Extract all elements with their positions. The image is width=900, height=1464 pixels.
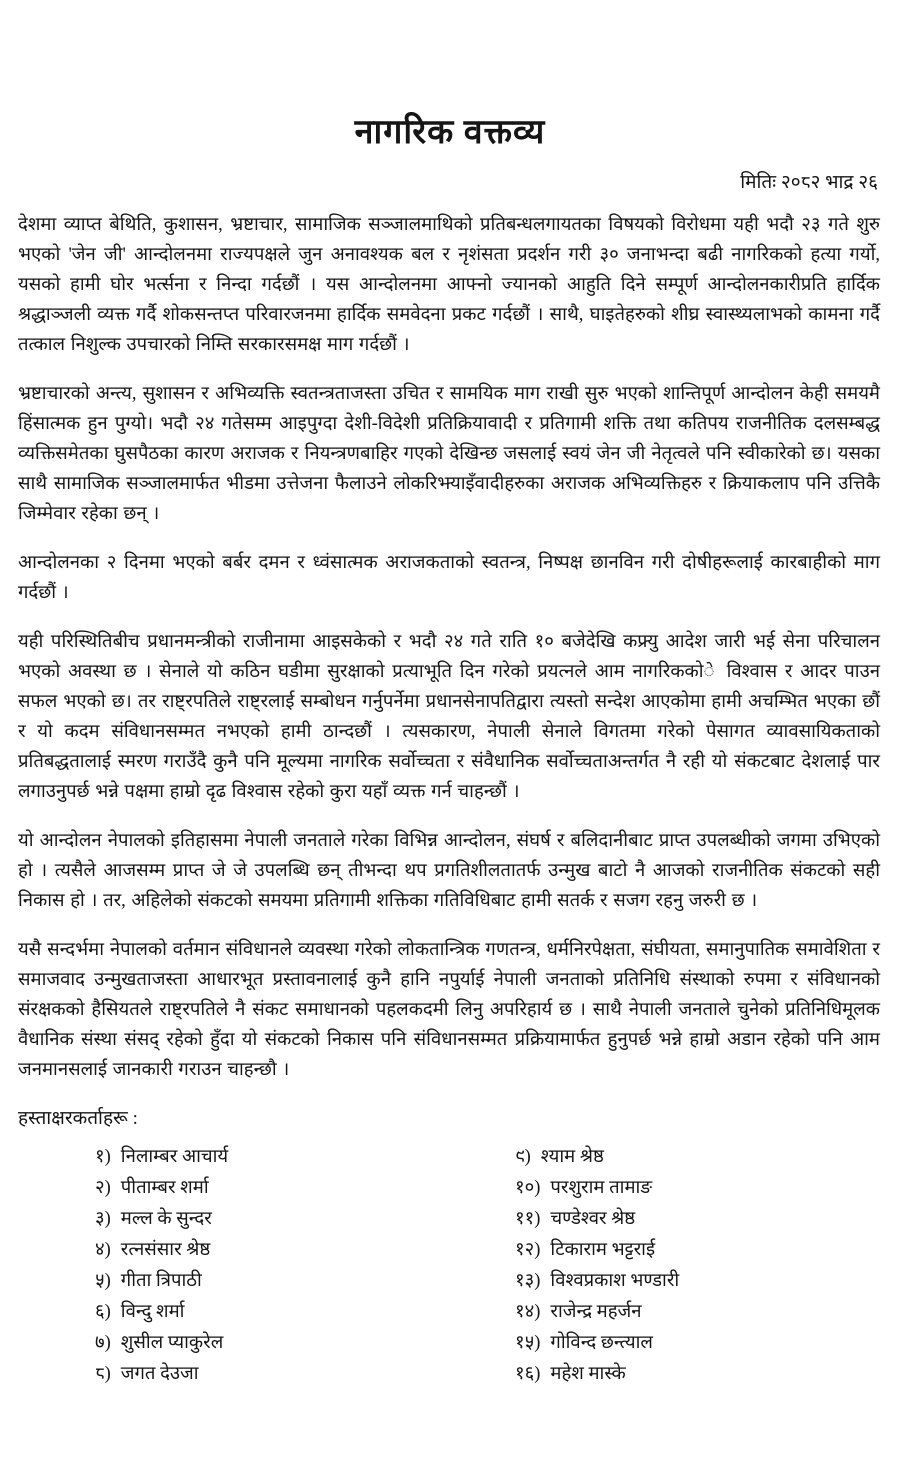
signatory-item bbox=[515, 1173, 880, 1204]
signatory-name: विश्वप्रकाश भण्डारी bbox=[550, 1271, 680, 1291]
paragraph: आन्दोलनका २ दिनमा भएको बर्बर दमन र ध्वंसात्मक अराजकताको स्वतन्त्र, निष्पक्ष छानविन गरी दोषीहरूलाई कारबाहीको माग गर्दछौं । bbox=[18, 553, 880, 603]
date-line: मितिः २०८२ भाद्र २६ bbox=[740, 172, 878, 193]
signatories-columns bbox=[18, 1142, 880, 1390]
signatory-name: शुसील प्याकुरेल bbox=[120, 1333, 224, 1353]
signatory-number: १४) bbox=[515, 1302, 541, 1322]
signatory-item bbox=[515, 1328, 880, 1359]
signatory-number: ११) bbox=[515, 1209, 541, 1229]
signatories-left-column bbox=[18, 1142, 515, 1390]
signatory-number: ३) bbox=[95, 1209, 111, 1229]
signatory-item bbox=[515, 1359, 880, 1390]
statement-body bbox=[18, 210, 880, 1085]
signatory-name: रत्नसंसार श्रेष्ठ bbox=[120, 1240, 211, 1260]
signatories-section bbox=[18, 1104, 880, 1390]
signatory-item bbox=[95, 1328, 515, 1359]
signatory-name: पीताम्बर शर्मा bbox=[120, 1178, 209, 1198]
signatory-number: १५) bbox=[515, 1333, 541, 1353]
signatory-name: गोविन्द छन्त्याल bbox=[550, 1333, 653, 1353]
signatory-number: १०) bbox=[515, 1178, 541, 1198]
signatory-item bbox=[515, 1142, 880, 1173]
paragraph: यसै सन्दर्भमा नेपालको वर्तमान संविधानले व्यवस्था गरेको लोकतान्त्रिक गणतन्त्र, धर्मनिरपेक्षता, संघीयता, समानुपातिक समावेशिता र समाजवाद उन्मुखताजस्ता आधारभूत प्रस्तावनालाई कुनै हानि नपुर्याई नेपाली जनताको प्रतिनिधि संस्थाको रुपमा र संविधानको संरक्षकको हैसियतले राष्ट्रपतिले नै संकट समाधानको पहलकदमी लिनु अपरिहार्य छ । साथै नेपाली जनताले चुनेको प्रतिनिधिमूलक वैधानिक संस्था संसद् रहेको हुँदा यो संकटको निकास पनि संविधानसम्मत प्रक्रियामार्फत हुनुपर्छ भन्ने हाम्रो अडान रहेको पनि आम जनमानसलाई जानकारी गराउन चाहन्छौ । bbox=[18, 940, 880, 1080]
signatory-number: १३) bbox=[515, 1271, 541, 1291]
signatory-name: टिकाराम भट्टराई bbox=[550, 1240, 656, 1260]
document-title: नागरिक वक्तव्य bbox=[354, 114, 546, 151]
signatory-item bbox=[95, 1142, 515, 1173]
signatory-name: राजेन्द्र महर्जन bbox=[550, 1302, 642, 1322]
signatory-item bbox=[515, 1266, 880, 1297]
signatory-item bbox=[515, 1297, 880, 1328]
signatory-name: महेश मास्के bbox=[550, 1364, 626, 1384]
paragraph: यो आन्दोलन नेपालको इतिहासमा नेपाली जनताले गरेका विभिन्न आन्दोलन, संघर्ष र बलिदानीबाट प्राप्त उपलब्धीको जगमा उभिएको हो । त्यसैले आजसम्म प्राप्त जे जे उपलब्धि छन् तीभन्दा थप प्रगतिशीलतातर्फ उन्मुख बाटो नै आजको राजनीतिक संकटको सही निकास हो । तर, अहिलेको संकटको समयमा प्रतिगामी शक्तिका गतिविधिबाट हामी सतर्क र सजग रहनु जरुरी छ । bbox=[18, 831, 880, 911]
signatory-item bbox=[95, 1173, 515, 1204]
signatory-number: ४) bbox=[95, 1240, 111, 1260]
signatory-name: श्याम श्रेष्ठ bbox=[540, 1147, 604, 1167]
signatory-item bbox=[95, 1266, 515, 1297]
signatories-heading: हस्ताक्षरकर्ताहरू : bbox=[18, 1108, 138, 1129]
signatory-number: ६) bbox=[95, 1302, 111, 1322]
signatory-name: जगत देउजा bbox=[120, 1364, 199, 1384]
paragraph: देशमा व्याप्त बेथिति, कुशासन, भ्रष्टाचार, सामाजिक सञ्जालमाथिको प्रतिबन्धलगायतका विषयको विरोधमा यही भदौ २३ गते शुरु भएको 'जेन जी' आन्दोलनमा राज्यपक्षले जुन अनावश्यक बल र नृशंसता प्रदर्शन गरी ३० जनाभन्दा बढी नागरिकको हत्या गर्यो, यसको हामी घोर भर्त्सना र निन्दा गर्दछौं । यस आन्दोलनमा आफ्नो ज्यानको आहुति दिने सम्पूर्ण आन्दोलनकारीप्रति हार्दिक श्रद्धाञ्जली व्यक्त गर्दै शोकसन्तप्त परिवारजनमा हार्दिक समवेदना प्रकट गर्दछौं । साथै, घाइतेहरुको शीघ्र स्वास्थ्यलाभको कामना गर्दै तत्काल निशुल्क उपचारको निम्ति सरकारसमक्ष माग गर्दछौं । bbox=[18, 215, 880, 355]
signatory-name: चण्डेश्वर श्रेष्ठ bbox=[550, 1209, 636, 1229]
signatory-number: ८) bbox=[95, 1364, 111, 1384]
paragraph: यही परिस्थितिबीच प्रधानमन्त्रीको राजीनामा आइसकेको र भदौ २४ गते राति १० बजेदेखि कफ्र्यु आदेश जारी भई सेना परिचालन भएको अवस्था छ । सेनाले यो कठिन घडीमा सुरक्षाको प्रत्याभूति दिन गरेको प्रयत्नले आम नागरिकको◌े विश्वास र आदर पाउन सफल भएको छ। तर राष्ट्रपतिले राष्ट्रलाई सम्बोधन गर्नुपर्नेमा प्रधानसेनापतिद्वारा त्यस्तो सन्देश आएकोमा हामी अचम्भित भएका छौं र यो कदम संविधानसम्मत नभएको हामी ठान्दछौं । त्यसकारण, नेपाली सेनाले विगतमा गरेको पेसागत व्यावसायिकताको प्रतिबद्धतालाई स्मरण गराउँदै कुनै पनि मूल्यमा नागरिक सर्वोच्चता र संवैधानिक सर्वोच्चताअन्तर्गत नै रही यो संकटबाट देशलाई पार लगाउनुपर्छ भन्ने पक्षमा हाम्रो दृढ विश्वास रहेको कुरा यहाँ व्यक्त गर्न चाहन्छौं । bbox=[18, 632, 880, 802]
signatory-name: विन्दु शर्मा bbox=[120, 1302, 185, 1322]
signatory-number: १२) bbox=[515, 1240, 541, 1260]
signatory-number: ९) bbox=[515, 1147, 531, 1167]
signatory-name: निलाम्बर आचार्य bbox=[120, 1147, 229, 1167]
signatory-item bbox=[95, 1204, 515, 1235]
signatory-item bbox=[95, 1297, 515, 1328]
signatory-item bbox=[515, 1204, 880, 1235]
signatory-item bbox=[515, 1235, 880, 1266]
signatories-right-column bbox=[515, 1142, 880, 1390]
signatory-name: गीता त्रिपाठी bbox=[120, 1271, 202, 1291]
signatory-number: १६) bbox=[515, 1364, 541, 1384]
signatory-name: मल्ल के सुन्दर bbox=[120, 1209, 212, 1229]
signatory-name: परशुराम तामाङ bbox=[550, 1178, 653, 1198]
signatory-item bbox=[95, 1359, 515, 1390]
signatory-item bbox=[95, 1235, 515, 1266]
signatory-number: १) bbox=[95, 1147, 111, 1167]
signatory-number: ७) bbox=[95, 1333, 111, 1353]
paragraph: भ्रष्टाचारको अन्त्य, सुशासन र अभिव्यक्ति स्वतन्त्रताजस्ता उचित र सामयिक माग राखी सुरु भएको शान्तिपूर्ण आन्दोलन केही समयमै हिंसात्मक हुन पुग्यो। भदौ २४ गतेसम्म आइपुग्दा देशी-विदेशी प्रतिक्रियावादी र प्रतिगामी शक्ति तथा कतिपय राजनीतिक दलसम्बद्ध व्यक्तिसमेतका घुसपैठका कारण अराजक र नियन्त्रणबाहिर गएको देखिन्छ जसलाई स्वयं जेन जी नेतृत्वले पनि स्वीकारेको छ। यसका साथै सामाजिक सञ्जालमार्फत भीडमा उत्तेजना फैलाउने लोकरिझ्याइँवादीहरुका अराजक अभिव्यक्तिहरु र क्रियाकलाप पनि उत्तिकै जिम्मेवार रहेका छन् । bbox=[18, 384, 880, 524]
signatory-number: ५) bbox=[95, 1271, 111, 1291]
signatory-number: २) bbox=[95, 1178, 111, 1198]
